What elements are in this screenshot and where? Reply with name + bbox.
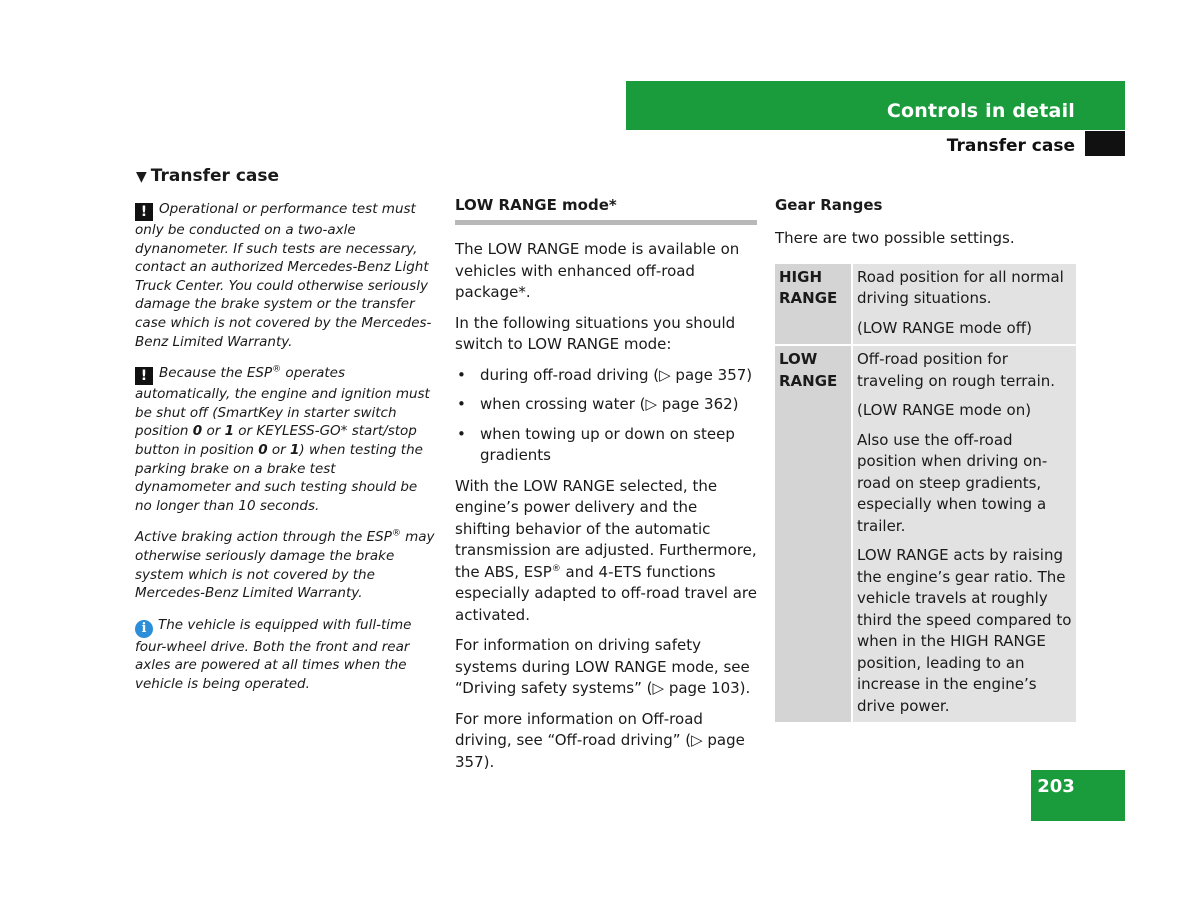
exclamation-warning-icon: !: [135, 203, 153, 221]
exclamation-warning-icon: !: [135, 367, 153, 385]
table-cell-description: Road position for all normal driving situations. (LOW RANGE mode off): [853, 264, 1076, 347]
info-icon: i: [135, 620, 153, 638]
list-item: • when crossing water (▷ page 362): [455, 394, 757, 416]
page-number: 203: [1037, 776, 1075, 797]
situation-list: [455, 365, 757, 467]
paragraph: There are two possible settings.: [775, 229, 1015, 247]
header-black-marker: [1085, 131, 1125, 156]
table-cell-label: HIGH RANGE: [775, 264, 853, 347]
warning-note-dynamometer: ! Operational or performance test must only be conducted on a two-axle dynanometer. If such tests are necessary, contact an authorized Mercedes-Benz Light Truck Center. You could otherwise seriously damage the brake system or the transfer case which is not covered by the Mercedes-Benz Limited Warranty.: [135, 201, 432, 350]
paragraph: The LOW RANGE mode is available on vehicles with enhanced off-road package*.: [455, 240, 740, 301]
left-column: [135, 200, 435, 706]
gear-ranges-table: [775, 264, 1076, 723]
info-note-four-wheel-drive: i The vehicle is equipped with full-time four-wheel drive. Both the front and rear axles are powered at all times when the vehicle is being operated.: [135, 616, 412, 692]
header-section-title: Controls in detail: [886, 100, 1075, 122]
table-row: [775, 346, 1076, 722]
paragraph: With the LOW RANGE selected, the engine’s power delivery and the shifting behavior of the automatic transmission are adjusted. Furthermore, the ABS, ESP® and 4-ETS functions especially adapted to off-road travel are activated.: [455, 476, 757, 624]
page-title: ▼ Transfer case: [136, 166, 280, 186]
warning-note-esp-testing: ! Because the ESP® operates automatically, the engine and ignition must be shut off (SmartKey in starter switch position 0 or 1 or KEYLESS-GO* start/stop button in position 0 or 1) when testing the parking brake on a brake test dynamometer and such testing should be no longer than 10 seconds.: [135, 364, 430, 514]
triangle-down-icon: ▼: [136, 169, 147, 185]
right-column: [775, 196, 1076, 722]
paragraph: For information on driving safety systems during LOW RANGE mode, see “Driving safety systems” (▷ page 103).: [455, 636, 751, 697]
paragraph: In the following situations you should switch to LOW RANGE mode:: [455, 313, 736, 353]
table-cell-description: Off-road position for traveling on rough terrain. (LOW RANGE mode on) Also use the off-road position when driving on-road on steep gradients, especially when towing a trailer. LOW RANGE acts by raising the engine’s gear ratio. The vehicle travels at roughly third the speed compared to when in the HIGH RANGE position, leading to an increase in the engine’s drive power.: [853, 346, 1076, 722]
middle-column: [455, 196, 757, 782]
table-row: [775, 264, 1076, 347]
gear-ranges-heading: Gear Ranges: [775, 196, 883, 214]
header-subsection-title: Transfer case: [946, 136, 1075, 156]
table-cell-label: LOW RANGE: [775, 346, 853, 722]
list-item: • during off-road driving (▷ page 357): [455, 365, 757, 387]
low-range-heading: LOW RANGE mode*: [455, 196, 757, 225]
paragraph: For more information on Off-road driving, see “Off-road driving” (▷ page 357).: [455, 709, 745, 771]
warning-note-active-braking: Active braking action through the ESP® may otherwise seriously damage the brake system which is not covered by the Mercedes-Benz Limited Warranty.: [135, 528, 435, 602]
list-item: • when towing up or down on steep gradients: [455, 424, 757, 467]
